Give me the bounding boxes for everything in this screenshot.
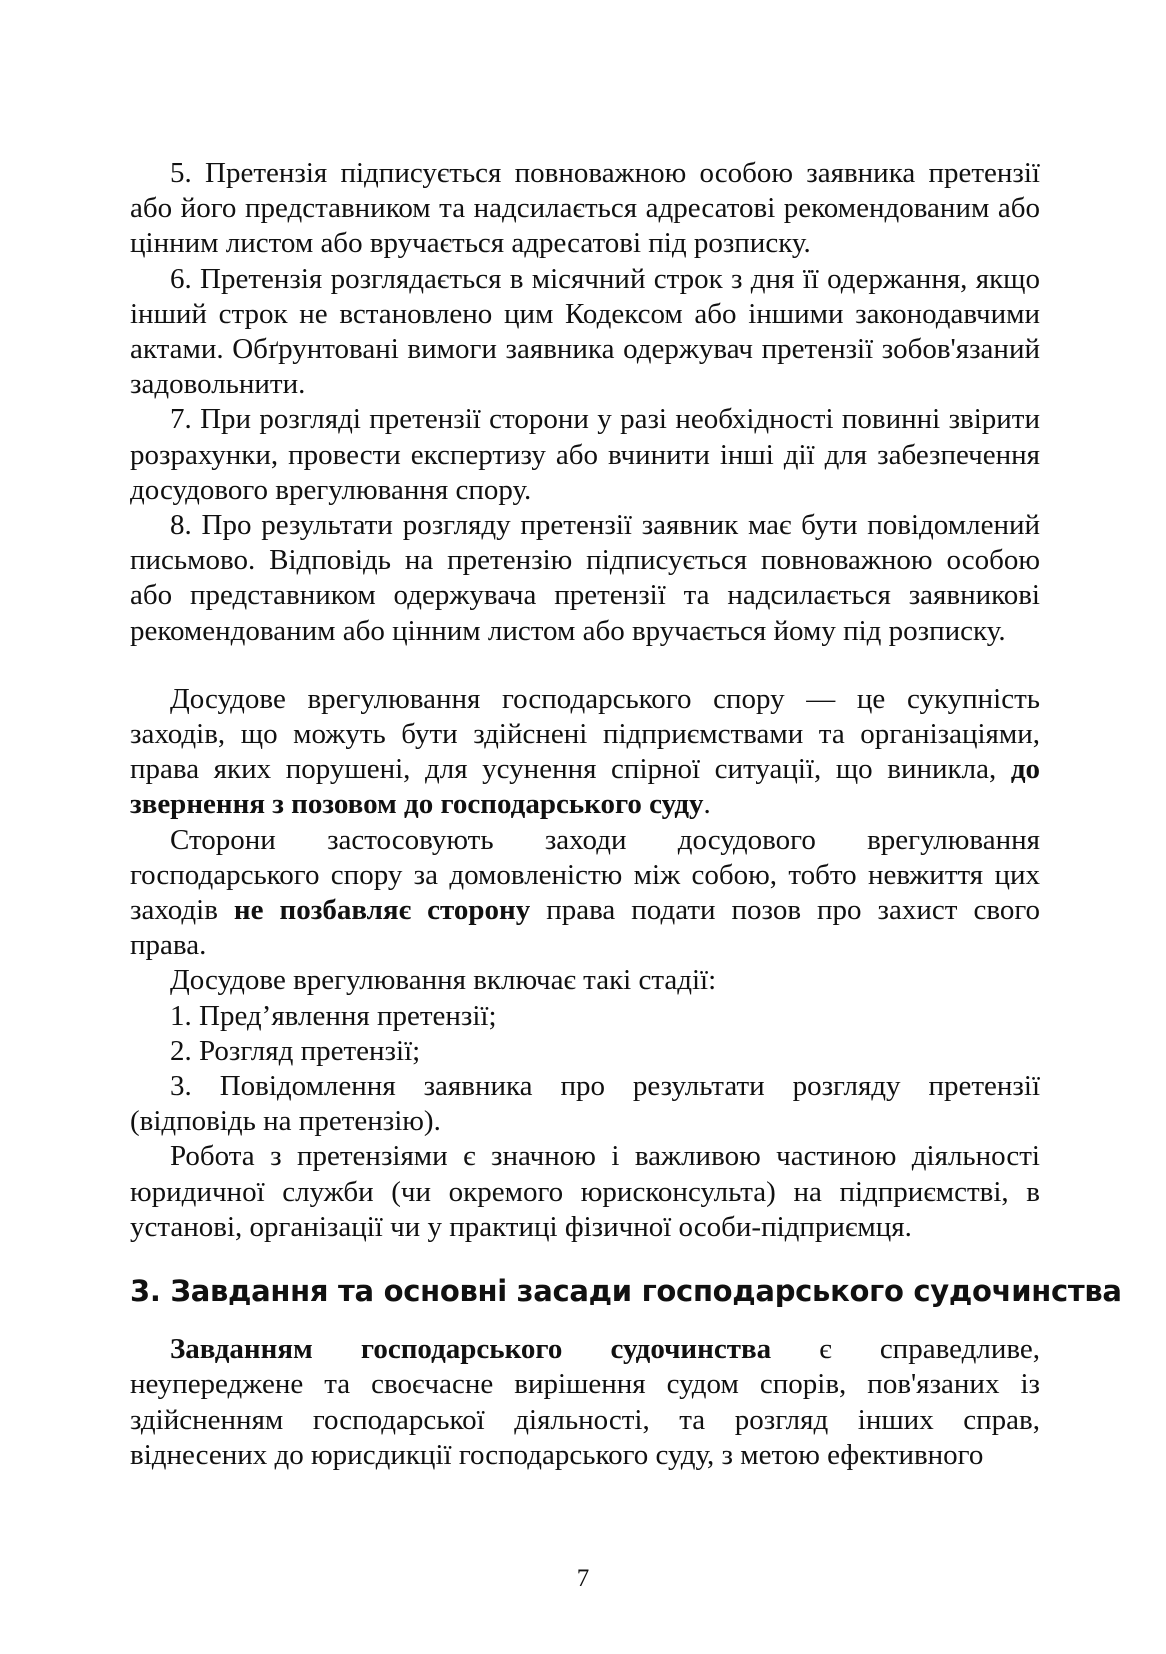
definition-paragraph: [130, 682, 1040, 823]
task-text: є справедливе, неупереджене та своєчасне вирішення судом спорів, пов'язаних із здійсненням господарської діяльності, та розгляд інших справ, віднесених до юрисдикції господарського суду, з метою ефективного: [130, 1333, 1040, 1471]
stages-intro: Досудове врегулювання включає такі стадії:: [170, 964, 717, 997]
definition-bold: до звернення з позовом до господарського суду: [130, 753, 1040, 821]
parties-paragraph: [130, 823, 1040, 964]
stage-3: 3. Повідомлення заявника про результати розгляду претензії (відповідь на претензію).: [130, 1070, 1040, 1138]
task-bold: Завданням господарського судочинства: [170, 1333, 772, 1366]
stage-1: 1. Пред’явлення претензії;: [170, 999, 497, 1032]
item-6-paragraph: 6. Претензія розглядається в місячний строк з дня її одержання, якщо інший строк не встановлено цим Кодексом або іншими законодавчими актами. Обґрунтовані вимоги заявника одержувач претензії зобов'язаний задовольнити.: [130, 262, 1040, 401]
definition-end: .: [703, 788, 711, 821]
section-gap: [130, 649, 1040, 682]
document-page: [130, 156, 1122, 1473]
page-number: 7: [576, 1565, 590, 1592]
parties-text-before: Сторони застосовують заходи досудового врегулювання господарського спору за домовленістю між собою, тобто невжиття цих заходів: [130, 823, 1040, 927]
section-heading: 3. Завдання та основні засади господарського судочинства: [130, 1274, 1122, 1309]
parties-text-after: права подати позов про захист свого права.: [130, 894, 1040, 962]
item-7-paragraph: 7. При розгляді претензії сторони у разі необхідності повинні звірити розрахунки, провести експертизу або вчинити інші дії для забезпечення досудового врегулювання спору.: [130, 403, 1040, 506]
item-5-paragraph: 5. Претензія підписується повноважною особою заявника претензії або його представником та надсилається адресатові рекомендованим або цінним листом або вручається адресатові під розписку.: [130, 157, 1040, 260]
item-8-paragraph: 8. Про результати розгляду претензії заявник має бути повідомлений письмово. Відповідь на претензію підписується повноважною особою або представником одержувача претензії та надсилається заявникові рекомендованим або цінним листом або вручається йому під розписку.: [130, 509, 1040, 647]
task-paragraph: [130, 1332, 1040, 1473]
parties-bold: не позбавляє сторону: [233, 894, 531, 927]
stage-2: 2. Розгляд претензії;: [170, 1034, 421, 1067]
definition-text: Досудове врегулювання господарського спору — це сукупність заходів, що можуть бути здійснені підприємствами та організаціями, права яких порушені, для усунення спірної ситуації, що виникла,: [130, 682, 1040, 786]
work-paragraph: Робота з претензіями є значною і важливою частиною діяльності юридичної служби (чи окремого юрисконсульта) на підприємстві, в установі, організації чи у практиці фізичної особи-підприємця.: [130, 1140, 1040, 1243]
